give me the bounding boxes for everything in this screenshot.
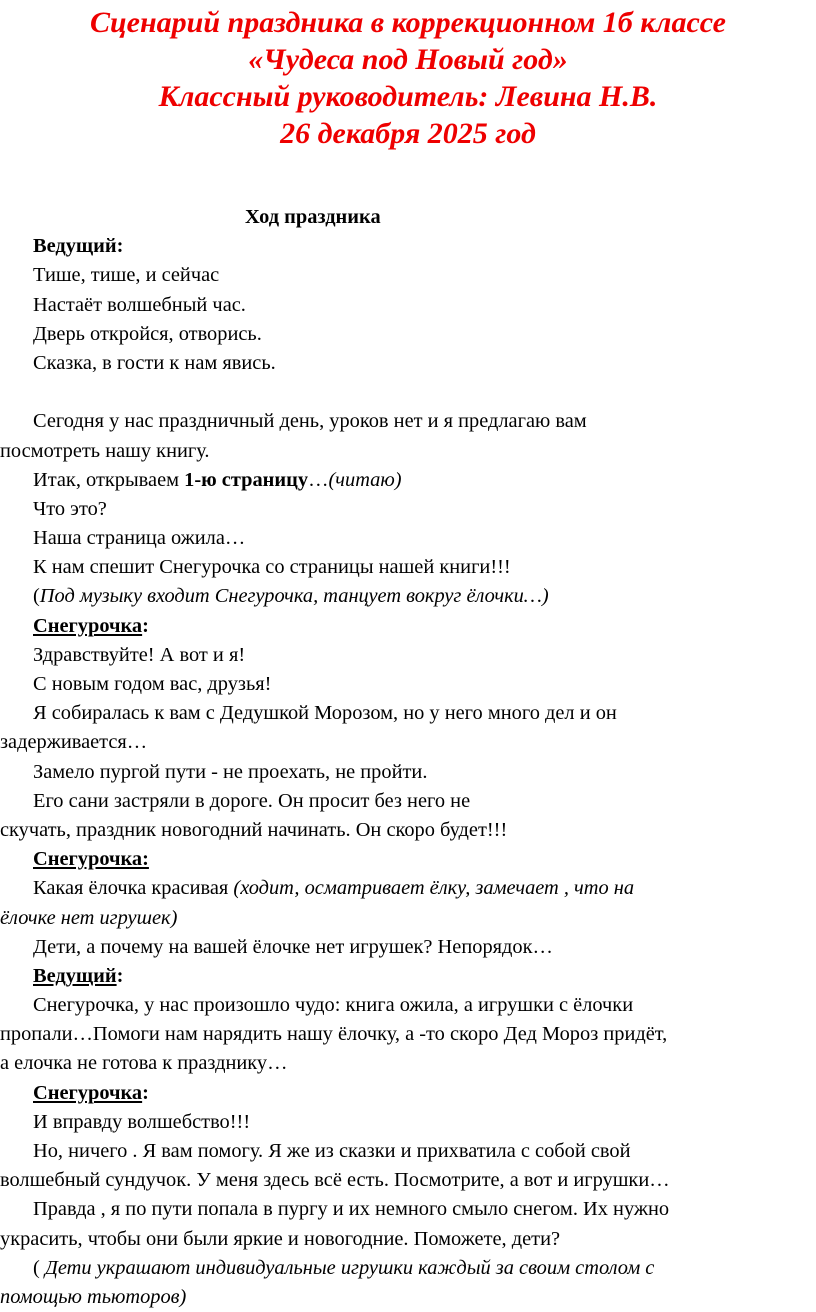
speaker-name: Ведущий: bbox=[33, 235, 124, 258]
text-line: Что это? bbox=[33, 497, 107, 520]
text-line: украсить, чтобы они были яркие и новогодние. Поможете, дети? bbox=[0, 1227, 561, 1250]
text-line: скучать, праздник новогодний начинать. Он скоро будет!!! bbox=[0, 818, 508, 841]
text-line bbox=[0, 874, 816, 903]
text-run: ( bbox=[33, 585, 40, 608]
title-line-3: Классный руководитель: Левина Н.В. bbox=[158, 80, 658, 113]
text-line: Настаёт волшебный час. bbox=[33, 293, 246, 316]
text-line bbox=[0, 582, 816, 611]
text-run: Итак, открываем bbox=[33, 468, 185, 491]
text-line: Дверь откройся, отворись. bbox=[33, 322, 262, 345]
text-line: К нам спешит Снегурочка со страницы нашей книги!!! bbox=[33, 556, 511, 579]
text-line: волшебный сундучок. У меня здесь всё есть. Посмотрите, а вот и игрушки… bbox=[0, 1169, 670, 1192]
speaker-name: Снегурочка bbox=[33, 1081, 143, 1104]
section-heading: Ход праздника bbox=[245, 206, 381, 228]
text-line: пропали…Помоги нам нарядить нашу ёлочку, а -то скоро Дед Мороз придёт, bbox=[0, 1023, 668, 1046]
text-line: посмотреть нашу книгу. bbox=[0, 439, 210, 462]
text-line: Дети, а почему на вашей ёлочке нет игрушек? Непорядок… bbox=[33, 935, 553, 958]
bold-run: 1-ю страницу bbox=[184, 468, 309, 491]
text-line: Его сани застряли в дороге. Он просит без него не bbox=[33, 789, 471, 812]
title-line-2: «Чудеса под Новый год» bbox=[248, 43, 568, 76]
text-line: Наша страница ожила… bbox=[33, 527, 246, 550]
stage-direction: (читаю) bbox=[328, 468, 402, 491]
text-line bbox=[0, 466, 816, 495]
speaker-name: Ведущий bbox=[33, 964, 117, 987]
text-line: Сегодня у нас праздничный день, уроков нет и я предлагаю вам bbox=[33, 410, 587, 433]
text-line: Я собиралась к вам с Дедушкой Морозом, но у него много дел и он bbox=[33, 702, 617, 725]
text-line: С новым годом вас, друзья! bbox=[33, 673, 272, 695]
document-title bbox=[0, 4, 816, 152]
script-body bbox=[0, 203, 816, 1312]
speaker-colon: : bbox=[142, 614, 149, 637]
speaker-colon: : bbox=[116, 964, 124, 987]
text-line bbox=[0, 1254, 816, 1283]
text-run: Какая ёлочка красивая bbox=[33, 877, 234, 900]
title-line-4: 26 декабря 2025 год bbox=[280, 117, 536, 150]
text-line: Сказка, в гости к нам явись. bbox=[33, 351, 276, 374]
spacer bbox=[0, 378, 816, 407]
speaker-label bbox=[0, 232, 816, 261]
text-line: Правда , я по пути попала в пургу и их немного смыло снегом. Их нужно bbox=[33, 1198, 670, 1221]
speaker-label bbox=[0, 1079, 816, 1108]
text-line: И вправду волшебство!!! bbox=[33, 1110, 251, 1133]
text-line: задерживается… bbox=[0, 731, 148, 754]
stage-direction: Дети украшают индивидуальные игрушки каждый за своим столом с bbox=[44, 1256, 655, 1279]
speaker-label bbox=[0, 612, 816, 641]
text-line bbox=[0, 1283, 816, 1312]
text-run: ( bbox=[33, 1256, 45, 1279]
text-line: Здравствуйте! А вот и я! bbox=[33, 643, 246, 666]
speaker-name: Снегурочка: bbox=[33, 848, 149, 871]
text-line: Тише, тише, и сейчас bbox=[33, 264, 220, 287]
stage-direction: Под музыку входит Снегурочка, танцует вокруг ёлочки…) bbox=[39, 585, 549, 608]
text-line bbox=[0, 904, 816, 933]
text-line: а елочка не готова к празднику… bbox=[0, 1052, 288, 1075]
text-line: Замело пургой пути - не проехать, не пройти. bbox=[33, 760, 428, 783]
text-line: Но, ничего . Я вам помогу. Я же из сказки и прихватила с собой свой bbox=[33, 1140, 631, 1162]
stage-direction: ёлочке нет игрушек) bbox=[0, 906, 178, 929]
speaker-colon: : bbox=[142, 1081, 149, 1104]
stage-direction: (ходит, осматривает ёлку, замечает , что на bbox=[233, 877, 635, 900]
speaker-name: Снегурочка bbox=[33, 614, 143, 637]
text-line: Снегурочка, у нас произошло чудо: книга ожила, а игрушки с ёлочки bbox=[33, 994, 634, 1017]
stage-direction: помощью тьюторов) bbox=[0, 1285, 187, 1308]
title-line-1: Сценарий праздника в коррекционном 1б классе bbox=[89, 6, 726, 39]
text-run: … bbox=[308, 468, 329, 491]
speaker-label bbox=[0, 845, 816, 874]
speaker-label bbox=[0, 962, 816, 991]
